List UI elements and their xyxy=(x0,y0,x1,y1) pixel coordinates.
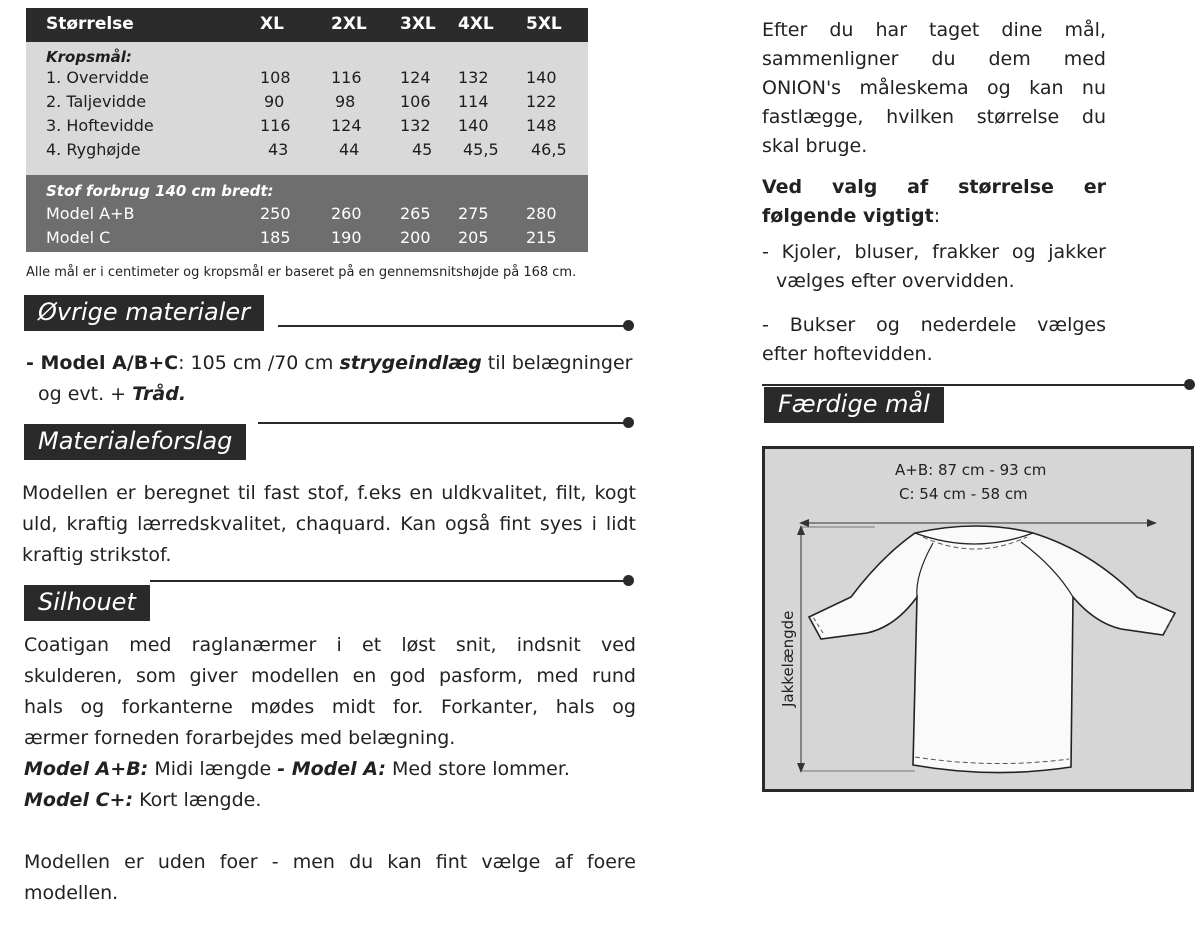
text: og evt. + xyxy=(38,383,133,405)
coat-illustration xyxy=(765,449,1191,789)
section-heading-other-materials: Øvrige materialer xyxy=(24,295,264,331)
text-line: vælges efter overvidden. xyxy=(776,270,1015,292)
cell: 124 xyxy=(331,116,362,135)
cell: 148 xyxy=(526,116,557,135)
header-cell: Størrelse xyxy=(46,14,134,34)
cell: 43 xyxy=(268,140,289,159)
silhouette-text xyxy=(24,630,636,909)
cell: 122 xyxy=(526,92,557,111)
row-label: 3. Hoftevidde xyxy=(46,116,154,135)
heading-rule-dot xyxy=(623,320,634,331)
cell: 98 xyxy=(335,92,356,111)
cell: 90 xyxy=(264,92,285,111)
body-measurements-title: Kropsmål: xyxy=(46,48,132,66)
cell: 260 xyxy=(331,204,362,223)
heading-rule-dot xyxy=(623,575,634,586)
table-row xyxy=(26,92,588,116)
footnote: Alle mål er i centimeter og kropsmål er baseret på en gennemsnitshøjde på 168 cm. xyxy=(26,265,577,280)
text: følgende vigtigt xyxy=(762,205,934,227)
section-heading-silhouette: Silhouet xyxy=(24,585,150,621)
cell: 116 xyxy=(331,68,362,87)
size-table-header xyxy=(26,8,588,42)
cell: 106 xyxy=(400,92,431,111)
material-suggestions-text xyxy=(22,478,636,571)
text: til belægninger xyxy=(481,352,633,374)
heading-rule-dot xyxy=(623,417,634,428)
text-line: modellen. xyxy=(24,882,119,904)
model-label: Model C+: xyxy=(24,789,134,811)
heading-rule xyxy=(150,580,628,582)
text-line: skal bruge. xyxy=(762,135,868,157)
bullet-hoftevidde xyxy=(762,311,1106,369)
table-row xyxy=(26,204,588,228)
text: : xyxy=(933,205,941,227)
text-line: kraftig strikstof. xyxy=(22,544,172,566)
row-label: 4. Ryghøjde xyxy=(46,140,141,159)
section-heading-finished-measurements: Færdige mål xyxy=(764,387,944,423)
text: Midi længde xyxy=(148,758,278,780)
text-line: Modellen er beregnet til fast stof, f.eks en uldkvalitet, filt, kogt xyxy=(22,482,636,504)
heading-rule xyxy=(258,422,628,424)
garment-diagram xyxy=(762,446,1194,792)
text-line: skulderen, som giver modellen en god pasform, med rund xyxy=(24,665,636,687)
text-line: Ved valg af størrelse er xyxy=(762,176,1106,198)
header-cell: 2XL xyxy=(331,14,367,34)
cell: 108 xyxy=(260,68,291,87)
arrow-head xyxy=(799,519,809,527)
fabric-usage-section xyxy=(26,175,588,252)
text-line xyxy=(24,754,636,785)
cell: 116 xyxy=(260,116,291,135)
text-line: ONION's måleskema og kan nu xyxy=(762,77,1106,99)
heading-rule xyxy=(278,325,628,327)
header-cell: 4XL xyxy=(458,14,494,34)
header-cell: 3XL xyxy=(400,14,436,34)
text-line: fastlægge, hvilken størrelse du xyxy=(762,106,1106,128)
cell: 114 xyxy=(458,92,489,111)
table-row xyxy=(26,228,588,252)
body-measurements-section xyxy=(26,42,588,175)
size-table xyxy=(26,8,588,252)
text-line: - Kjoler, bluser, frakker og jakker xyxy=(762,241,1106,263)
row-label: Model C xyxy=(46,228,111,247)
width-c-label: C: 54 cm - 58 cm xyxy=(899,485,1028,503)
section-heading-material-suggestions: Materialeforslag xyxy=(24,424,246,460)
heading-rule-dot xyxy=(1184,379,1195,390)
arrow-head xyxy=(1147,519,1157,527)
cell: 200 xyxy=(400,228,431,247)
text-line xyxy=(24,785,636,816)
cell: 185 xyxy=(260,228,291,247)
model-label: Model A+B: xyxy=(24,758,149,780)
header-cell: XL xyxy=(260,14,284,34)
width-ab-label: A+B: 87 cm - 93 cm xyxy=(895,461,1047,479)
arrow-head xyxy=(797,763,805,773)
cell: 45,5 xyxy=(463,140,499,159)
heading-rule xyxy=(762,384,1190,386)
cell: 250 xyxy=(260,204,291,223)
text-line: Modellen er uden foer - men du kan fint vælge af foere xyxy=(24,851,636,873)
coat-outline xyxy=(809,526,1175,773)
cell: 275 xyxy=(458,204,489,223)
cell: 44 xyxy=(339,140,360,159)
text-line: uld, kraftig lærredskvalitet, chaquard. Kan også fint syes i lidt xyxy=(22,513,636,535)
fabric-usage-title: Stof forbrug 140 cm bredt: xyxy=(46,182,274,200)
text: : 105 cm /70 cm xyxy=(178,352,340,374)
text-line: ærmer forneden forarbejdes med belægning. xyxy=(24,727,456,749)
model-label: - Model A/B+C xyxy=(26,352,179,374)
text-line: Efter du har taget dine mål, xyxy=(762,19,1106,41)
emphasis: strygeindlæg xyxy=(339,352,482,374)
cell: 215 xyxy=(526,228,557,247)
cell: 45 xyxy=(412,140,433,159)
cell: 46,5 xyxy=(531,140,567,159)
text: Kort længde. xyxy=(133,789,262,811)
intro-text xyxy=(762,16,1106,161)
header-cell: 5XL xyxy=(526,14,562,34)
text-line: hals og forkanterne mødes midt for. Forkanter, hals og xyxy=(24,696,636,718)
emphasis: Tråd. xyxy=(132,383,187,405)
row-label: 1. Overvidde xyxy=(46,68,149,87)
cell: 205 xyxy=(458,228,489,247)
text-line: sammenligner du dem med xyxy=(762,48,1106,70)
cell: 280 xyxy=(526,204,557,223)
text: Med store lommer. xyxy=(385,758,570,780)
cell: 265 xyxy=(400,204,431,223)
important-heading xyxy=(762,173,1106,231)
text-line: efter hoftevidden. xyxy=(762,343,933,365)
text-line: Coatigan med raglanærmer i et løst snit, indsnit ved xyxy=(24,634,636,656)
other-materials-text xyxy=(26,348,656,410)
cell: 132 xyxy=(458,68,489,87)
table-row xyxy=(26,68,588,92)
length-label: Jakkelængde xyxy=(779,610,797,707)
cell: 132 xyxy=(400,116,431,135)
cell: 190 xyxy=(331,228,362,247)
row-label: 2. Taljevidde xyxy=(46,92,147,111)
cell: 124 xyxy=(400,68,431,87)
bullet-overvidde xyxy=(762,238,1106,296)
table-row xyxy=(26,140,588,164)
row-label: Model A+B xyxy=(46,204,135,223)
text-line: - Bukser og nederdele vælges xyxy=(762,314,1106,336)
table-row xyxy=(26,116,588,140)
cell: 140 xyxy=(458,116,489,135)
cell: 140 xyxy=(526,68,557,87)
arrow-head xyxy=(797,525,805,535)
model-label: - Model A: xyxy=(277,758,386,780)
